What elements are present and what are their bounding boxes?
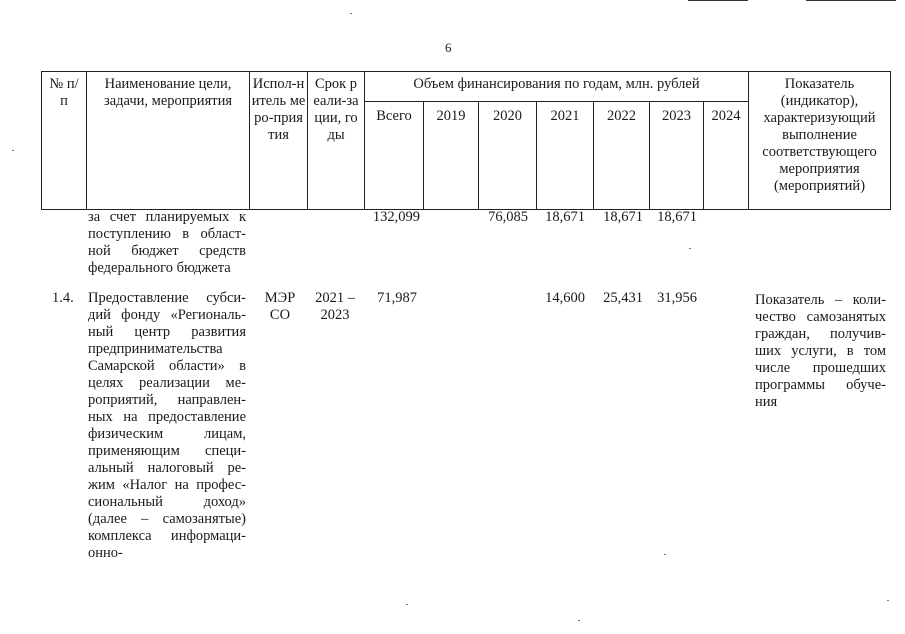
text-line: числе прошедших — [755, 360, 886, 376]
text-line: дий фонду «Региональ- — [88, 307, 246, 323]
text-line: СО — [269, 307, 291, 323]
row-2-number: 1.4. — [52, 290, 74, 306]
text-line: Показатель – коли- — [755, 292, 886, 308]
text-line: жим «Налог на профес- — [88, 477, 246, 493]
text-line: ной бюджет средств — [88, 243, 246, 259]
row-1-2020: 76,085 — [488, 209, 528, 225]
header-col-finance: Объем финансирования по годам, млн. рублей — [413, 76, 700, 92]
row-2-2021: 14,600 — [545, 290, 585, 306]
page-number: 6 — [445, 40, 452, 55]
scan-line — [806, 0, 896, 1]
header-year: 2022 — [607, 108, 636, 125]
header-year: 2024 — [711, 108, 741, 125]
row-1-name — [88, 209, 246, 277]
text-line: онно- — [88, 545, 123, 561]
scan-speck — [406, 604, 408, 605]
scan-speck — [887, 600, 889, 601]
row-1-2022: 18,671 — [603, 209, 643, 225]
text-line: поступлению в област- — [88, 226, 246, 242]
scan-speck — [350, 13, 352, 14]
header-year: 2019 — [436, 108, 466, 125]
header-year: 2021 — [550, 108, 580, 125]
row-2-2023: 31,956 — [657, 290, 697, 306]
header-year: 2023 — [662, 108, 691, 125]
text-line: ных на предоставление — [88, 409, 246, 425]
row-2-name — [88, 290, 246, 562]
text-line: роприятий, направлен- — [88, 392, 246, 408]
scan-speck — [578, 620, 580, 621]
text-line: программы обуче- — [755, 377, 886, 393]
text-line: ный центр развития — [88, 324, 246, 340]
row-2-total: 71,987 — [377, 290, 417, 306]
scan-speck — [664, 554, 666, 555]
text-line: федерального бюджета — [88, 260, 231, 276]
header-col-no: № п/п — [49, 76, 79, 109]
text-line: физическим лицам, — [88, 426, 246, 442]
text-line: предпринимательства — [88, 341, 223, 357]
text-line: альный налоговый ре- — [88, 460, 246, 476]
text-line: ших услуги, в том — [755, 343, 886, 359]
header-col-indicator: Показатель (индикатор), характеризующий выполнение соответствующего мероприятия (мероприятий) — [762, 76, 877, 194]
row-1-2023: 18,671 — [657, 209, 697, 225]
row-2-term — [309, 290, 361, 324]
text-line: граждан, получив- — [755, 326, 886, 342]
text-line: чество самозанятых — [755, 309, 886, 325]
header-table — [41, 71, 891, 210]
header-year: 2020 — [493, 108, 522, 125]
row-1-2021: 18,671 — [545, 209, 585, 225]
scan-speck — [689, 248, 691, 249]
text-line: МЭР — [264, 290, 296, 306]
header-col-executor: Испол-нитель меро-приятия — [251, 76, 306, 143]
text-line: Самарской области» в — [88, 358, 246, 374]
header-col-term: Срок реали-зации, годы — [313, 76, 359, 143]
text-line: ния — [755, 394, 778, 410]
text-line: Предоставление субси- — [88, 290, 246, 306]
row-2-2022: 25,431 — [603, 290, 643, 306]
header-col-name: Наименование цели, задачи, мероприятия — [103, 76, 232, 109]
text-line: 2021 – — [315, 290, 355, 306]
row-2-executor — [256, 290, 304, 324]
text-line: (далее – самозанятые) — [88, 511, 246, 527]
text-line: 2023 — [320, 307, 350, 323]
text-line: целях реализации ме- — [88, 375, 246, 391]
text-line: за счет планируемых к — [88, 209, 246, 225]
scan-speck — [12, 150, 14, 151]
text-line: комплекса информаци- — [88, 528, 246, 544]
row-2-indicator — [755, 292, 886, 411]
text-line: применяющим специ- — [88, 443, 246, 459]
header-col-total: Всего — [376, 108, 412, 125]
scan-line — [688, 0, 748, 1]
text-line: сиональный доход» — [88, 494, 246, 510]
row-1-total: 132,099 — [372, 209, 420, 225]
